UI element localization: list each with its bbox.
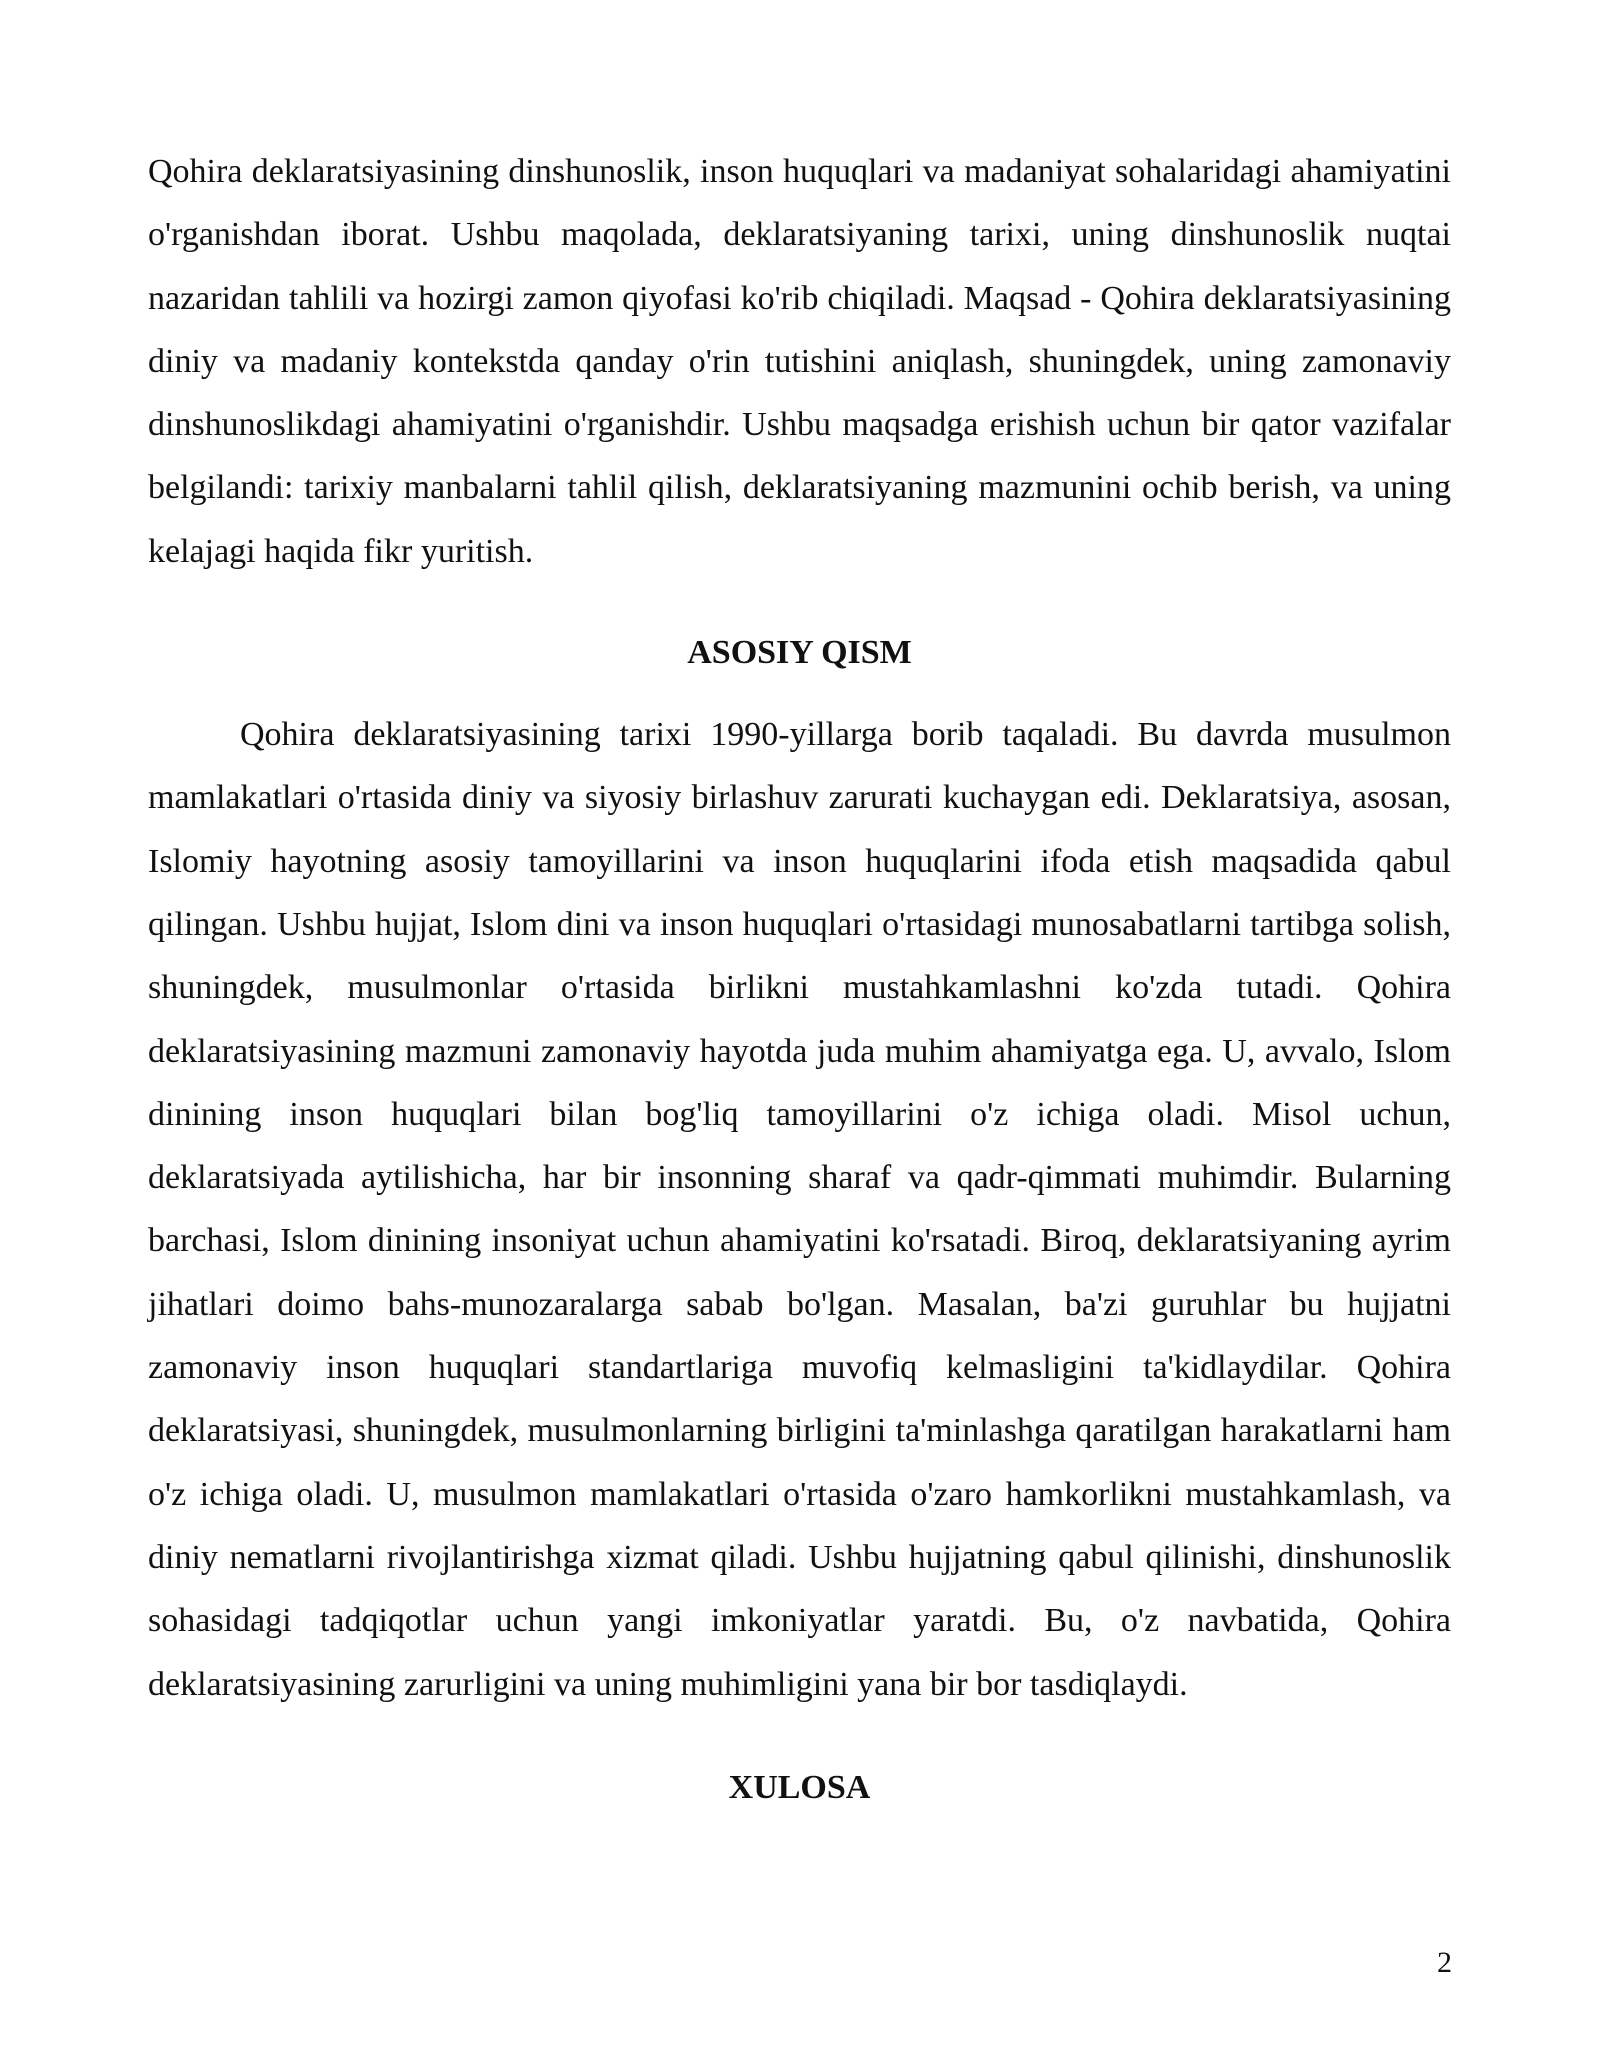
main-part-paragraph: Qohira deklaratsiyasining tarixi 1990-yillarga borib taqaladi. Bu davrda musulmon mamlakatlari o'rtasida diniy va siyosiy birlashuv zarurati kuchaygan edi. Deklaratsiya, asosan, Islomiy hayotning asosiy tamoyillarini va inson huquqlarini ifoda etish maqsadida qabul qilingan. Ushbu hujjat, Islom dini va inson huquqlari o'rtasidagi munosabatlarni tartibga solish, shuningdek, musulmonlar o'rtasida birlikni mustahkamlashni ko'zda tutadi. Qohira deklaratsiyasining mazmuni zamonaviy hayotda juda muhim ahamiyatga ega. U, avvalo, Islom dinining inson huquqlari bilan bog'liq tamoyillarini o'z ichiga oladi. Misol uchun, deklaratsiyada aytilishicha, har bir insonning sharaf va qadr-qimmati muhimdir. Bularning barchasi, Islom dinining insoniyat uchun ahamiyatini ko'rsatadi. Biroq, deklaratsiyaning ayrim jihatlari doimo bahs-munozaralarga sabab bo'lgan. Masalan, ba'zi guruhlar bu hujjatni zamonaviy inson huquqlari standartlariga muvofiq kelmasligini ta'kidlaydilar. Qohira deklaratsiyasi, shuningdek, musulmonlarning birligini ta'minlashga qaratilgan harakatlarni ham o'z ichiga oladi. U, musulmon mamlakatlari o'rtasida o'zaro hamkorlikni mustahkamlash, va diniy nematlarni rivojlantirishga xizmat qiladi. Ushbu hujjatning qabul qilinishi, dinshunoslik sohasidagi tadqiqotlar uchun yangi imkoniyatlar yaratdi. Bu, o'z navbatida, Qohira deklaratsiyasining zarurligini va uning muhimligini yana bir bor tasdiqlaydi. <box>148 716 1451 1703</box>
section-heading-main-part: ASOSIY QISM <box>687 634 912 672</box>
intro-paragraph: Qohira deklaratsiyasining dinshunoslik, inson huquqlari va madaniyat sohalaridagi ahamiyatini o'rganishdan iborat. Ushbu maqolada, deklaratsiyaning tarixi, uning dinshunoslik nuqtai nazaridan tahlili va hozirgi zamon qiyofasi ko'rib chiqiladi. Maqsad - Qohira deklaratsiyasining diniy va madaniy kontekstda qanday o'rin tutishini aniqlash, shuningdek, uning zamonaviy dinshunoslikdagi ahamiyatini o'rganishdir. Ushbu maqsadga erishish uchun bir qator vazifalar belgilandi: tarixiy manbalarni tahlil qilish, deklaratsiyaning mazmunini ochib berish, va uning kelajagi haqida fikr yuritish. <box>148 153 1451 570</box>
page-number: 2 <box>1437 1946 1452 1979</box>
section-heading-conclusion: XULOSA <box>728 1768 871 1806</box>
page-content <box>148 140 1451 1808</box>
